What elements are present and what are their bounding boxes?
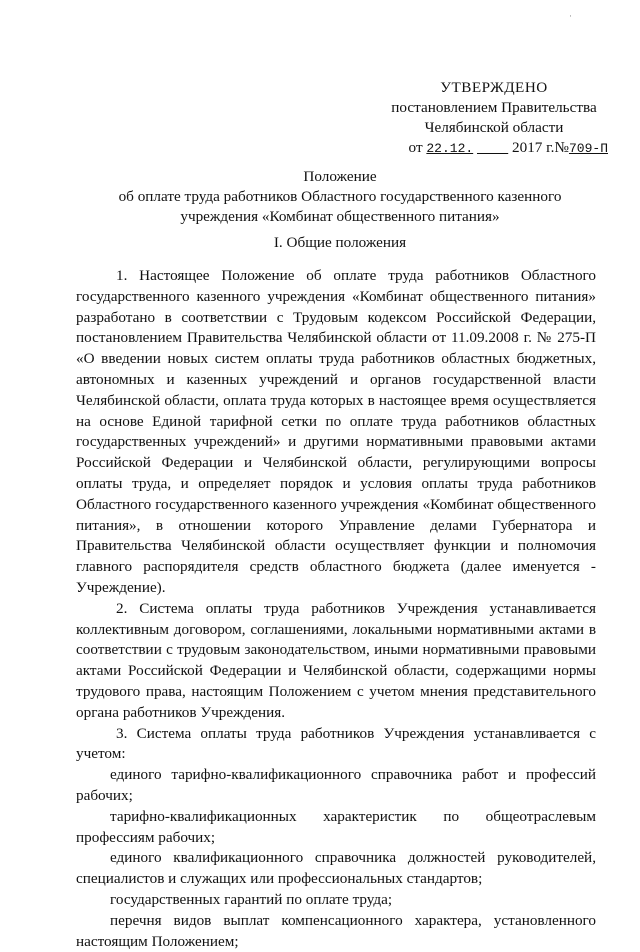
approval-year: 2017 г.№ [512, 139, 569, 156]
paragraph-1: 1. Настоящее Положение об оплате труда работников Областного государственного казенного учреждения «Комбинат общественного питания» разработано в соответствии с Трудовым кодексом Российской Федерации, постановлением Правительства Челябинской области от 11.09.2008 г. № 275-П «О введении новых систем оплаты труда работников областных бюджетных, автономных и казенных учреждений и органов государственной власти Челябинской области, оплата труда которых в настоящее время осуществляется на основе Единой тарифной сетки по оплате труда работников областных государственных учреждений» и другими нормативными правовыми актами Российской Федерации и Челябинской области, регулирующими вопросы оплаты труда, и определяет порядок и условия оплаты труда работников Областного государственного казенного учреждения «Комбинат общественного питания», в отношении которого Управление делами Губернатора и Правительства Челябинской области осуществляет функции и полномочия главного распорядителя средств областного бюджета (далее именуется - Учреждение). [76, 267, 596, 596]
approval-date-blank [477, 141, 508, 156]
approval-title: УТВЕРЖДЕНО [440, 79, 548, 96]
heading-line-3: учреждения «Комбинат общественного питания» [180, 208, 500, 225]
heading-line-2: об оплате труда работников Областного государственного казенного [118, 188, 562, 205]
approval-date-line [380, 138, 608, 159]
approval-number: 709-П [568, 141, 608, 156]
list-item: тарифно-квалификационных характеристик по общеотраслевым профессиям рабочих; [76, 807, 596, 846]
list-item: перечня видов выплат компенсационного характера, установленного настоящим Положением; [76, 911, 596, 950]
list-item: единого квалификационного справочника должностей руководителей, специалистов и служащих или профессиональных стандартов; [76, 849, 596, 888]
heading-line-1: Положение [303, 168, 377, 185]
section-title: I. Общие положения [273, 234, 407, 251]
document-heading [90, 167, 590, 227]
approval-stamp [380, 78, 608, 159]
list-item: единого тарифно-квалификационного справочника работ и профессий рабочих; [76, 766, 596, 804]
document-body [76, 266, 596, 952]
approval-line-1: постановлением Правительства [391, 99, 597, 116]
approval-date: 22.12. [426, 141, 474, 156]
paragraph-2: 2. Система оплаты труда работников Учреждения устанавливается коллективным договором, соглашениями, локальными нормативными актами в соответствии с трудовым законодательством, иными нормативными правовыми актами Российской Федерации и Челябинской области, содержащими нормы трудового права, настоящим Положением с учетом мнения представительного органа работников Учреждения. [76, 599, 596, 721]
paragraph-3: 3. Система оплаты труда работников Учреждения устанавливается с учетом: [76, 724, 596, 763]
scan-mark: · [569, 12, 572, 22]
list-item: государственных гарантий по оплате труда; [110, 890, 393, 908]
approval-prefix: от [408, 139, 423, 156]
approval-line-2: Челябинской области [424, 119, 564, 136]
